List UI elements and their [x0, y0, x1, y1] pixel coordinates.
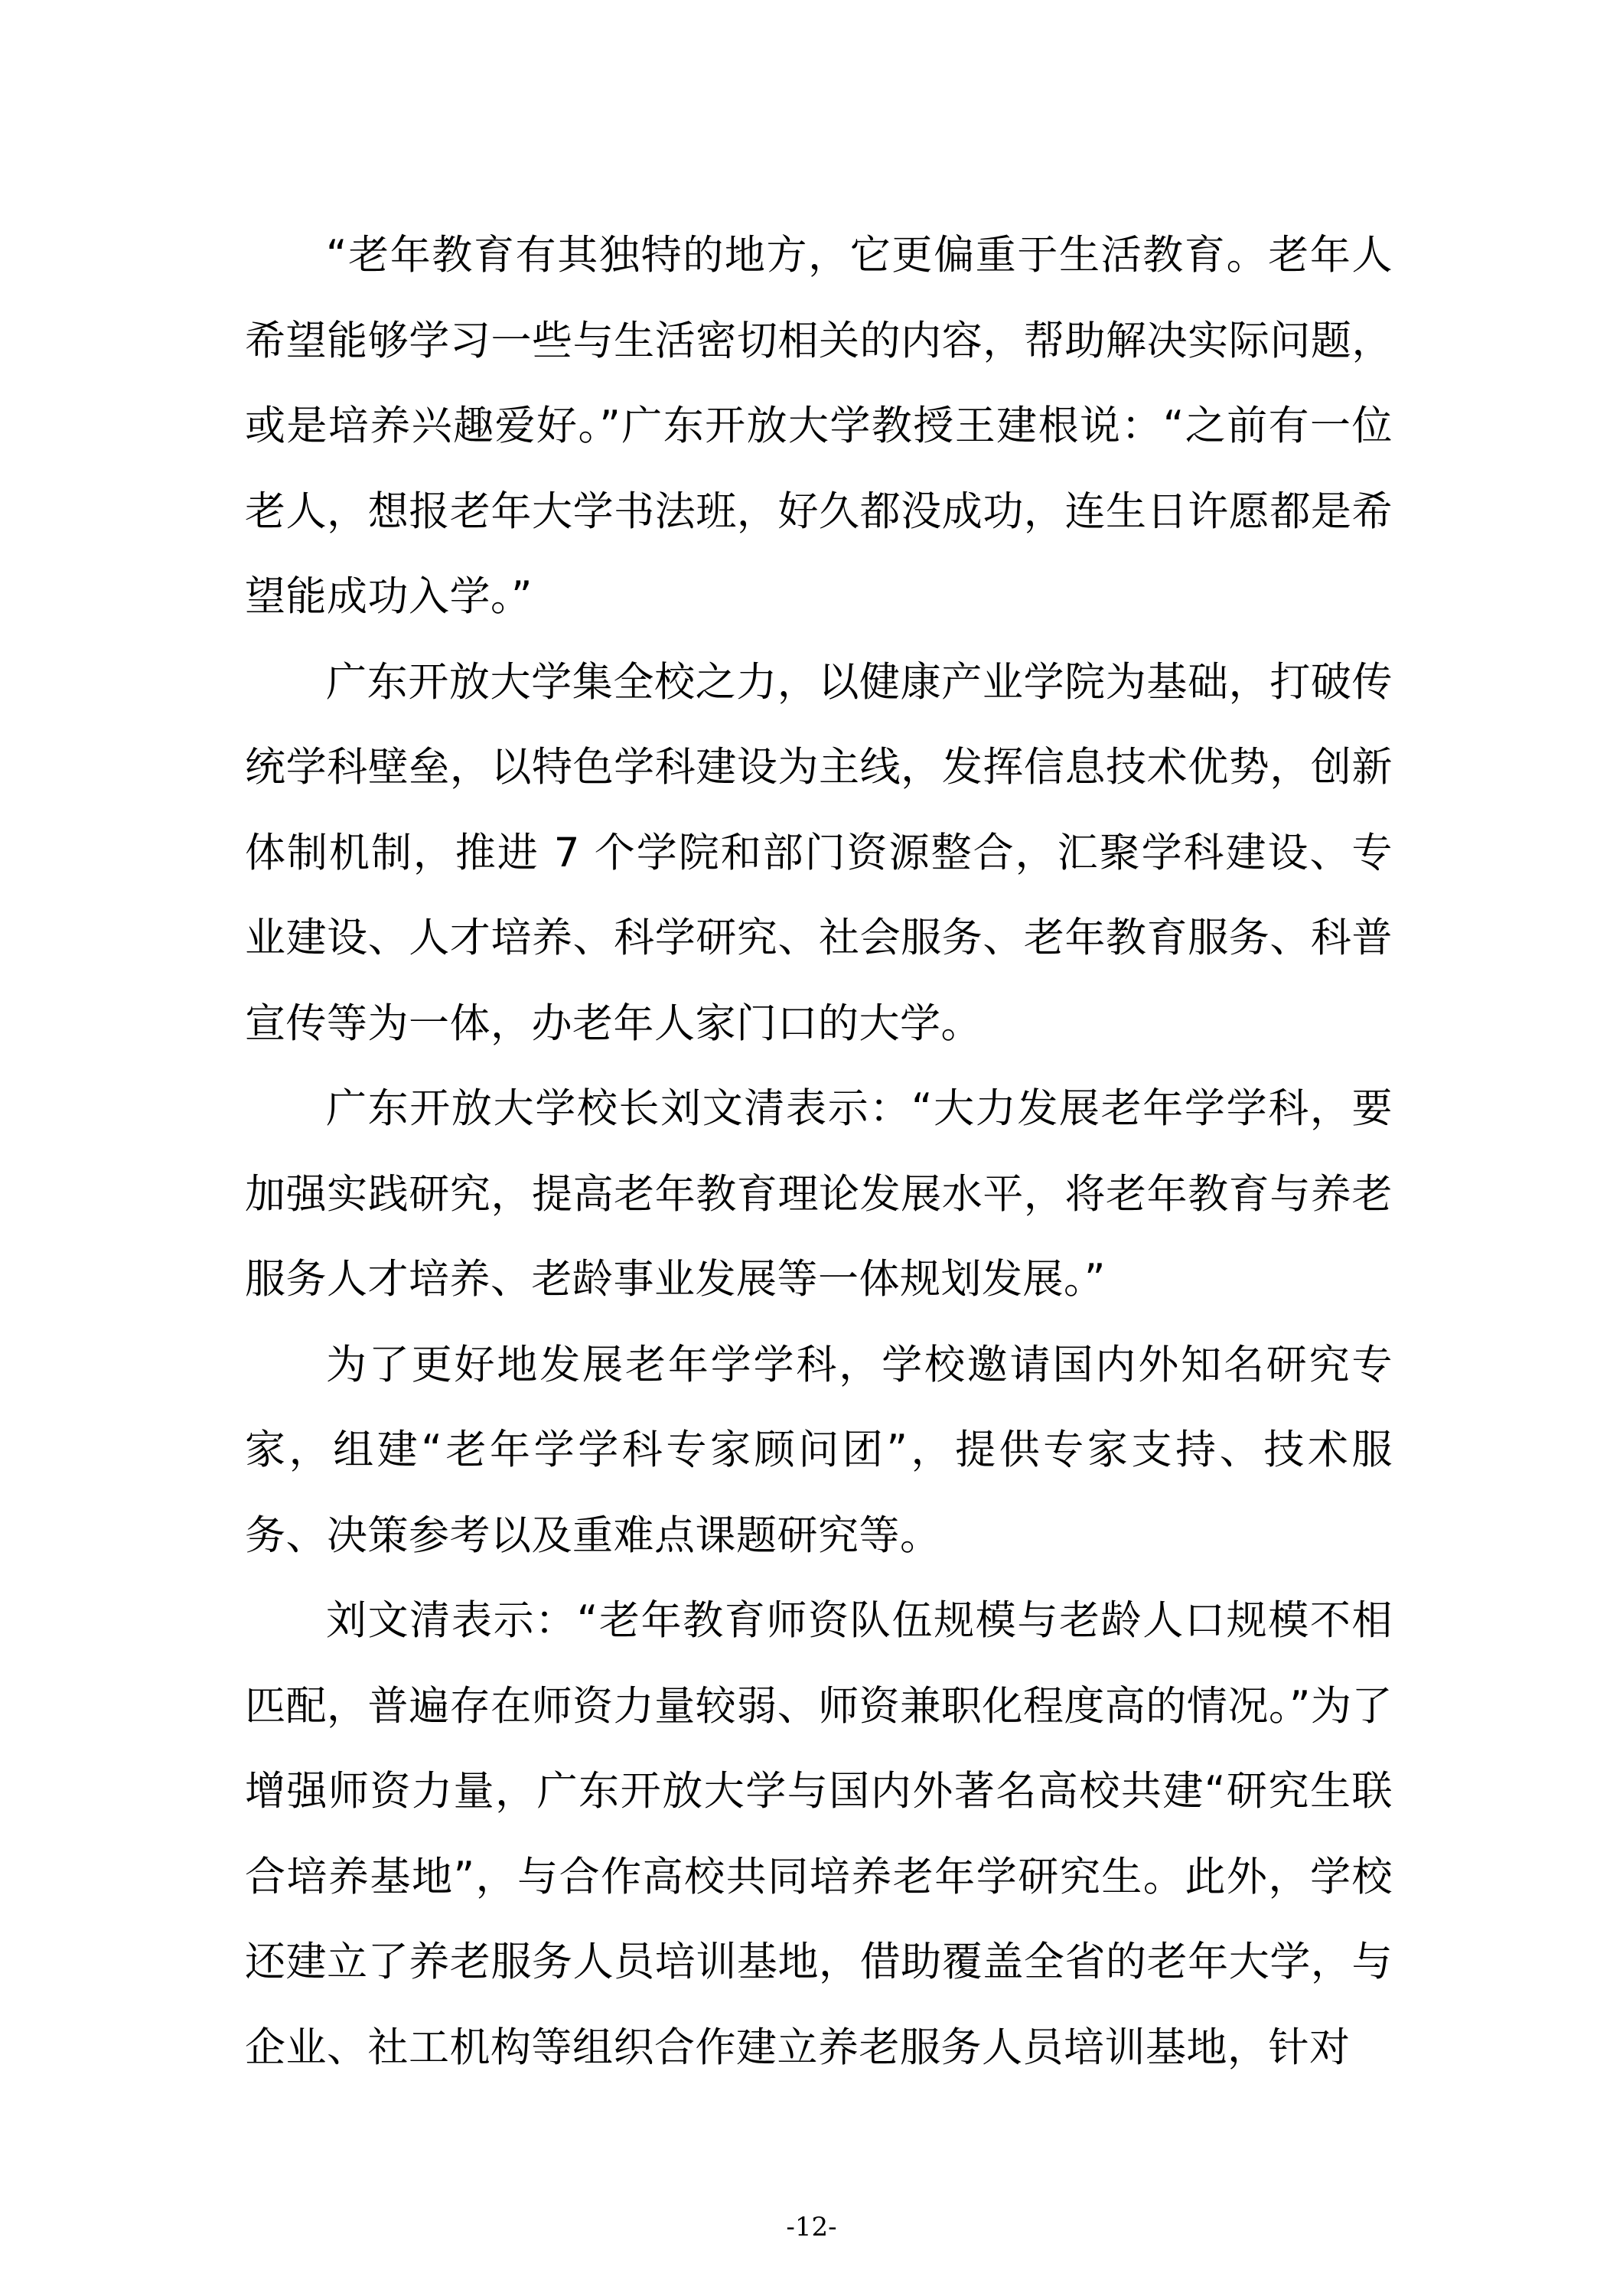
body-text: [245, 213, 1393, 2090]
paragraph-2: 广东开放大学集全校之力，以健康产业学院为基础，打破传统学科壁垒，以特色学科建设为主线，发挥信息技术优势，创新体制机制，推进 7 个学院和部门资源整合，汇聚学科建设、专业建设、人才培养、科学研究、社会服务、老年教育服务、科普宣传等为一体，办老年人家门口的大学。: [245, 658, 1393, 1047]
paragraph-3: 广东开放大学校长刘文清表示：“大力发展老年学学科，要加强实践研究，提高老年教育理论发展水平，将老年教育与养老服务人才培养、老龄事业发展等一体规划发展。”: [245, 1085, 1393, 1303]
paragraph-4: 为了更好地发展老年学学科，学校邀请国内外知名研究专家，组建“老年学学科专家顾问团”，提供专家支持、技术服务、决策参考以及重难点课题研究等。: [245, 1341, 1393, 1559]
page-number: -12-: [786, 2212, 837, 2242]
paragraph-1: “老年教育有其独特的地方，它更偏重于生活教育。老年人希望能够学习一些与生活密切相关的内容，帮助解决实际问题，或是培养兴趣爱好。”广东开放大学教授王建根说：“之前有一位老人，想报老年大学书法班，好久都没成功，连生日许愿都是希望能成功入学。”: [245, 232, 1393, 620]
paragraph-5: 刘文清表示：“老年教育师资队伍规模与老龄人口规模不相匹配，普遍存在师资力量较弱、师资兼职化程度高的情况。”为了增强师资力量，广东开放大学与国内外著名高校共建“研究生联合培养基地”，与合作高校共同培养老年学研究生。此外，学校还建立了养老服务人员培训基地，借助覆盖全省的老年大学，与企业、社工机构等组织合作建立养老服务人员培训基地，针对: [245, 1597, 1393, 2071]
